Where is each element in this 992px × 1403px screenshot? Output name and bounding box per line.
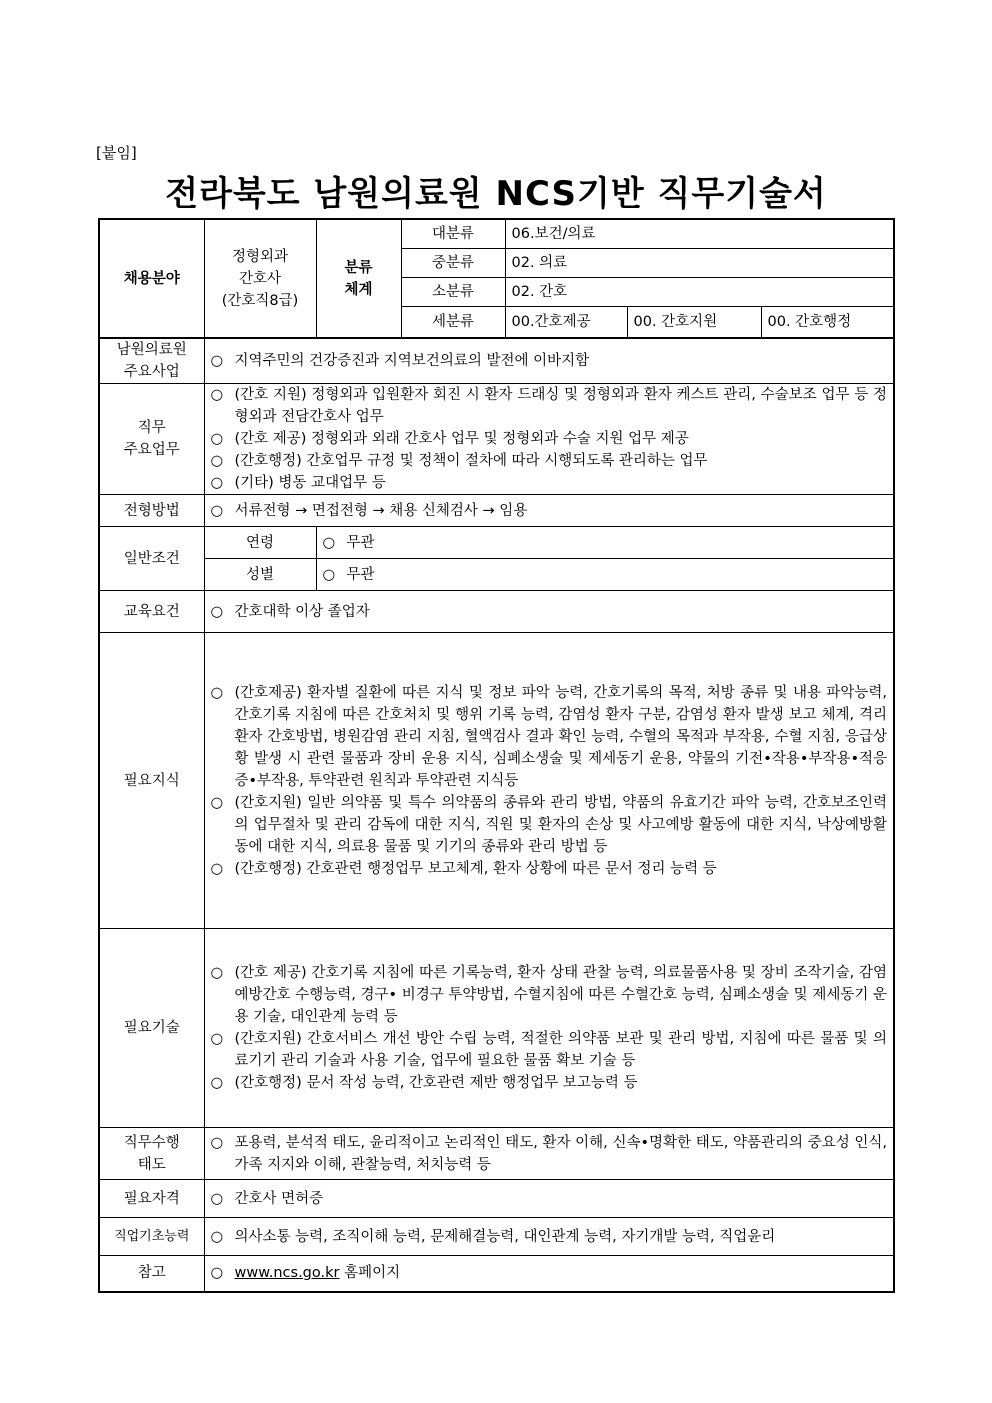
knowledge-content: ○ (간호제공) 환자별 질환에 따른 지식 및 정보 파악 능력, 간호기록의 목적, 처방 종류 및 내용 파악능력, 간호기록 지침에 따른 간호처치 및 행위 기록 능력, 감염성 환자 구분, 감염성 환자 발생 보고 체계, 격리환자 간호방법, 병원감염 관리 지침, 혈액검사 결과 확인 능력, 수혈의 목적과 부작용, 수혈 지침, 응급상황 발생 시 관련 물품과 장비 운용 지식, 심폐소생술 및 제세동기 운용, 약물의 기전•작용•부작용•적응증•부작용, 투약관련 원칙과 투약관련 지식등 ○ (간호지원) 일반 의약품 및 특수 의약품의 종류와 관리 방법, 약품의 유효기간 파악 능력, 간호보조인력의 업무절차 및 관리 감독에 대한 지식, 직원 및 환자의 손상 및 사고예방 활동에 대한 지식, 낙상예방활동에 대한 지식, 의료용 물품 및 기기의 종류와 관리 방법 등 ○ (간호행정) 간호관련 행정업무 보고체계, 환자 상황에 따른 문서 정리 능력 등 xyxy=(204,633,894,929)
duties-content: ○ (간호 지원) 정형외과 입원환자 회진 시 환자 드래싱 및 정형외과 환자 케스트 관리, 수술보조 업무 등 정형외과 전담간호사 업무 ○ (간호 제공) 정형외과 외래 간호사 업무 및 정형외과 수술 지원 업무 제공 ○ (간호행정) 간호업무 규정 및 정책이 절차에 따라 시행되도록 관리하는 업무 ○ (기타) 병동 교대업무 등 xyxy=(204,384,894,495)
business-label: 남원의료원 주요사업 xyxy=(99,338,204,384)
detail-class-value-3: 00. 간호행정 xyxy=(761,306,894,338)
business-content: ○ 지역주민의 건강증진과 지역보건의료의 발전에 이바지함 xyxy=(204,338,894,384)
detail-class-label: 세분류 xyxy=(401,306,505,338)
middle-class-value: 02. 의료 xyxy=(505,248,894,277)
selection-label: 전형방법 xyxy=(99,495,204,527)
reference-suffix: 홈페이지 xyxy=(339,1265,401,1282)
document-title: 전라북도 남원의료원 NCS기반 직무기술서 xyxy=(165,174,827,214)
education-text: 간호대학 이상 졸업자 xyxy=(234,603,370,620)
qualification-label: 필요자격 xyxy=(99,1180,204,1218)
qualification-content: ○ 간호사 면허증 xyxy=(204,1180,894,1218)
age-content: ○ 무관 xyxy=(316,527,894,559)
basic-ability-content: ○ 의사소통 능력, 조직이해 능력, 문제해결능력, 대인관계 능력, 자기개발 능력, 직업윤리 xyxy=(204,1218,894,1256)
skills-item: (간호지원) 간호서비스 개선 방안 수립 능력, 적절한 의약품 보관 및 관리 방법, 지침에 따른 물품 및 의료기기 관리 기술과 사용 기술, 업무에 필요한 물품 확보 기술 등 xyxy=(234,1031,888,1069)
recruit-field: 정형외과 간호사 (간호직8급) xyxy=(204,219,316,338)
attitude-label: 직무수행 태도 xyxy=(99,1128,204,1180)
selection-text: 서류전형 → 면접전형 → 채용 신체검사 → 임용 xyxy=(234,502,528,519)
selection-content: ○ 서류전형 → 면접전형 → 채용 신체검사 → 임용 xyxy=(204,495,894,527)
duties-label: 직무 주요업무 xyxy=(99,384,204,495)
skills-item: (간호 제공) 간호기록 지침에 따른 기록능력, 환자 상태 관찰 능력, 의료물품사용 및 장비 조작기술, 감염예방간호 수행능력, 경구• 비경구 투약방법, 수혈지침에 따른 수혈간호 능력, 심폐소생술 및 제세동기 운용 기술, 대인관계 능력 등 xyxy=(234,965,888,1025)
basic-ability-label: 직업기초능력 xyxy=(99,1218,204,1256)
basic-ability-text: 의사소통 능력, 조직이해 능력, 문제해결능력, 대인관계 능력, 자기개발 능력, 직업윤리 xyxy=(234,1228,776,1245)
education-label: 교육요건 xyxy=(99,591,204,633)
detail-class-value-2: 00. 간호지원 xyxy=(627,306,761,338)
attitude-content: ○ 포용력, 분석적 태도, 윤리적이고 논리적인 태도, 환자 이해, 신속•명확한 태도, 약품관리의 중요성 인식, 가족 지지와 이해, 관찰능력, 처치능력 등 xyxy=(204,1128,894,1180)
age-value: 무관 xyxy=(346,534,375,551)
education-content: ○ 간호대학 이상 졸업자 xyxy=(204,591,894,633)
skills-content: ○ (간호 제공) 간호기록 지침에 따른 기록능력, 환자 상태 관찰 능력, 의료물품사용 및 장비 조작기술, 감염예방간호 수행능력, 경구• 비경구 투약방법, 수혈지침에 따른 수혈간호 능력, 심폐소생술 및 제세동기 운용 기술, 대인관계 능력 등 ○ (간호지원) 간호서비스 개선 방안 수립 능력, 적절한 의약품 보관 및 관리 방법, 지침에 따른 물품 및 의료기기 관리 기술과 사용 기술, 업무에 필요한 물품 확보 기술 등 ○ (간호행정) 문서 작성 능력, 간호관련 제반 행정업무 보고능력 등 xyxy=(204,929,894,1128)
duty-item: (기타) 병동 교대업무 등 xyxy=(234,475,386,491)
minor-class-label: 소분류 xyxy=(401,277,505,306)
duty-item: (간호행정) 간호업무 규정 및 정책이 절차에 따라 시행되도록 관리하는 업무 xyxy=(234,453,708,469)
qualification-text: 간호사 면허증 xyxy=(234,1190,324,1207)
knowledge-item: (간호지원) 일반 의약품 및 특수 의약품의 종류와 관리 방법, 약품의 유효기간 파악 능력, 간호보조인력의 업무절차 및 관리 감독에 대한 지식, 직원 및 환자의 손상 및 사고예방 활동에 대한 지식, 낙상예방활동에 대한 지식, 의료용 물품 및 기기의 종류와 관리 방법 등 xyxy=(234,794,888,855)
ncs-link[interactable]: www.ncs.go.kr xyxy=(234,1265,340,1282)
gender-value: 무관 xyxy=(346,566,375,583)
detail-class-value-1: 00.간호제공 xyxy=(505,306,627,338)
age-label: 연령 xyxy=(204,527,316,559)
knowledge-label: 필요지식 xyxy=(99,633,204,929)
middle-class-label: 중분류 xyxy=(401,248,505,277)
reference-label: 참고 xyxy=(99,1256,204,1292)
classification-label: 분류 체계 xyxy=(316,219,401,338)
job-description-table xyxy=(98,218,895,1293)
skills-item: (간호행정) 문서 작성 능력, 간호관련 제반 행정업무 보고능력 등 xyxy=(234,1075,638,1091)
attachment-label: [붙임] xyxy=(96,144,137,162)
duty-item: (간호 지원) 정형외과 입원환자 회진 시 환자 드래싱 및 정형외과 환자 케스트 관리, 수술보조 업무 등 정형외과 전담간호사 업무 xyxy=(234,387,888,425)
general-label: 일반조건 xyxy=(99,527,204,591)
reference-content: ○ www.ncs.go.kr 홈페이지 xyxy=(204,1256,894,1292)
business-item: 지역주민의 건강증진과 지역보건의료의 발전에 이바지함 xyxy=(234,353,590,369)
major-class-label: 대분류 xyxy=(401,219,505,248)
recruit-label: 채용분야 xyxy=(99,219,204,338)
skills-label: 필요기술 xyxy=(99,929,204,1128)
minor-class-value: 02. 간호 xyxy=(505,277,894,306)
attitude-text: 포용력, 분석적 태도, 윤리적이고 논리적인 태도, 환자 이해, 신속•명확한 태도, 약품관리의 중요성 인식, 가족 지지와 이해, 관찰능력, 처치능력 등 xyxy=(234,1134,888,1173)
knowledge-item: (간호제공) 환자별 질환에 따른 지식 및 정보 파악 능력, 간호기록의 목적, 처방 종류 및 내용 파악능력, 간호기록 지침에 따른 간호처치 및 행위 기록 능력, 감염성 환자 구분, 감염성 환자 발생 보고 체계, 격리환자 간호방법, 병원감염 관리 지침, 혈액검사 결과 확인 능력, 수혈의 목적과 부작용, 수혈 지침, 응급상황 발생 시 관련 물품과 장비 운용 지식, 심폐소생술 및 제세동기 운용, 약물의 기전•작용•부작용•적응증•부작용, 투약관련 원칙과 투약관련 지식등 xyxy=(234,684,888,789)
gender-content: ○ 무관 xyxy=(316,559,894,591)
gender-label: 성별 xyxy=(204,559,316,591)
duty-item: (간호 제공) 정형외과 외래 간호사 업무 및 정형외과 수술 지원 업무 제공 xyxy=(234,431,689,447)
knowledge-item: (간호행정) 간호관련 행정업무 보고체계, 환자 상황에 따른 문서 정리 능력 등 xyxy=(234,860,717,877)
major-class-value: 06.보건/의료 xyxy=(505,219,894,248)
